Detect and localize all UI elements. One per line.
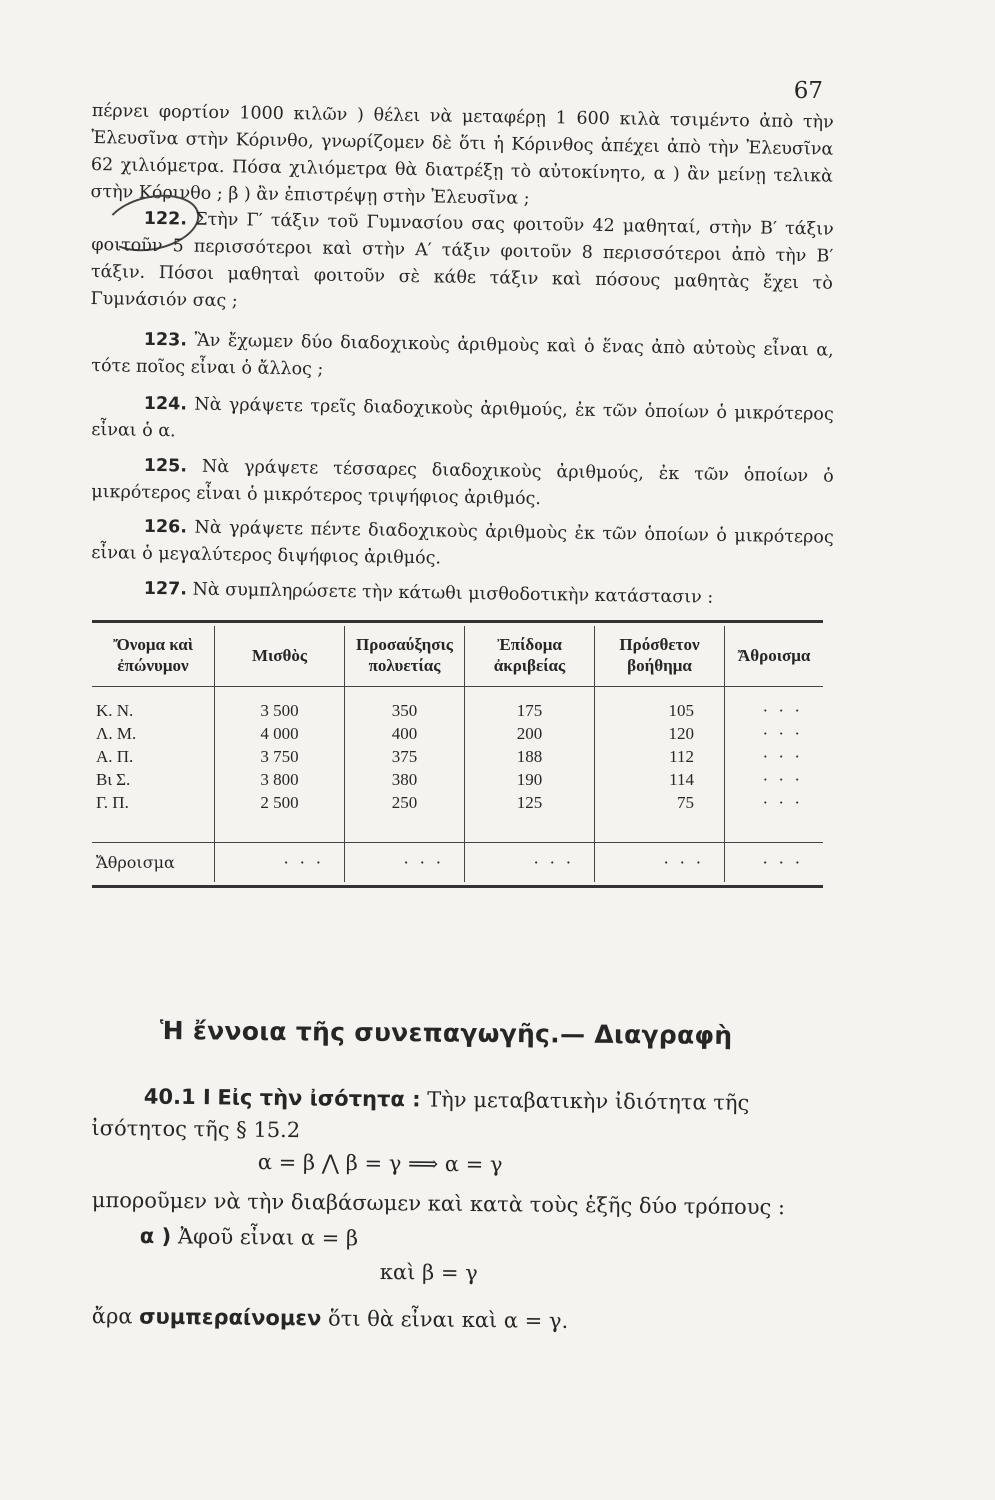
section-number: 40.1 Ι	[143, 1084, 211, 1110]
exercise-125	[91, 452, 834, 518]
total-label: Ἄθροισμα	[92, 843, 215, 883]
list-item: 380	[391, 770, 418, 789]
list-item: · · ·	[762, 701, 803, 720]
list-item: 250	[391, 793, 418, 812]
total-row	[92, 843, 823, 883]
allowance-column	[465, 687, 595, 843]
section-title: Ἡ ἔννοια τῆς συνεπαγωγῆς.— Διαγραφὴ	[159, 1016, 733, 1050]
exercise-124	[91, 390, 834, 456]
item-a-text: Ἀφοῦ εἶναι α = β	[177, 1224, 359, 1251]
exercise-number: 123.	[143, 329, 188, 351]
exercise-number: 127.	[143, 578, 188, 600]
table-top-rule	[92, 620, 823, 623]
list-item: 3 750	[260, 747, 299, 766]
seniority-column	[345, 687, 465, 843]
header-salary: Μισθὸς	[215, 626, 345, 687]
conclusion	[92, 1300, 834, 1340]
item-a	[140, 1224, 358, 1250]
list-item: 350	[391, 701, 418, 720]
table-header-row	[92, 626, 823, 687]
exercise-number: 126.	[143, 516, 188, 538]
list-item: Α. Π.	[96, 747, 134, 766]
conclusion-bold: συμπεραίνομεν	[139, 1304, 322, 1331]
exercise-text: Νὰ γράψετε πέντε διαδοχικοὺς ἀριθμοὺς ἐκ τῶν ὁποίων ὁ μικρότερος εἶναι ὁ μεγαλύτερος διψήφιος ἀριθμός.	[91, 517, 834, 569]
list-item: 120	[668, 724, 694, 743]
list-item: 400	[391, 724, 418, 743]
list-item: · · ·	[762, 747, 803, 766]
salary-column	[215, 687, 345, 843]
exercise-text: Νὰ γράψετε τρεῖς διαδοχικοὺς ἀριθμούς, ἐκ τῶν ὁποίων ὁ μικρότερος εἶναι ὁ α.	[91, 394, 834, 442]
list-item: Βι Σ.	[96, 770, 131, 789]
conclusion-pre: ἄρα	[91, 1303, 133, 1329]
section-40-text: μποροῦμεν νὰ τὴν διαβάσωμεν καὶ κατὰ τοὺς ἑξῆς δύο τρόπους :	[91, 1187, 786, 1220]
total-dots: · · ·	[465, 843, 595, 883]
item-a-label: α )	[139, 1224, 172, 1249]
exercise-number: 125.	[143, 455, 188, 477]
transitive-formula: α = β ⋀ β = γ ⟹ α = γ	[257, 1150, 503, 1177]
list-item: Κ. Ν.	[96, 701, 134, 720]
list-item: Γ. Π.	[96, 793, 129, 812]
exercise-number: 122.	[143, 208, 188, 230]
header-name: Ὄνομα καὶ ἐπώνυμον	[92, 626, 215, 687]
table-bottom-rule	[92, 885, 823, 888]
list-item: 114	[669, 770, 694, 789]
total-dots: · · ·	[725, 843, 824, 883]
conclusion-post: ὅτι θὰ εἶναι καὶ α = γ.	[327, 1306, 569, 1333]
list-item: 188	[516, 747, 543, 766]
problem-continuation: πέρνει φορτίον 1000 κιλῶν ) θέλει νὰ μεταφέρῃ 1 600 κιλὰ τσιμέντο ἀπὸ τὴν Ἐλευσῖνα στὴν Κόρινθο, γνωρίζομεν δὲ ὅτι ἡ Κόρινθος ἀπέχει ἀπὸ τὴν Ἐλευσῖνα 62 χιλιόμετρα. Πόσα χιλιόμετρα θὰ διατρέξῃ τὸ αὐτοκίνητο, α ) ἂν μείνῃ τελικὰ στὴν Κόρινθο ; β ) ἂν ἐπιστρέψῃ στὴν Ἐλευσῖνα ;	[90, 100, 834, 209]
total-dots: · · ·	[215, 843, 345, 883]
exercise-123	[91, 326, 834, 392]
total-dots: · · ·	[595, 843, 725, 883]
list-item: 3 500	[260, 701, 299, 720]
total-dots: · · ·	[345, 843, 465, 883]
list-item: 190	[516, 770, 543, 789]
header-sum: Ἄθροισμα	[725, 626, 824, 687]
list-item: 112	[669, 747, 694, 766]
section-label: Εἰς τὴν ἰσότητα :	[217, 1085, 421, 1112]
exercise-text: Ἂν ἔχωμεν δύο διαδοχικοὺς ἀριθμοὺς καὶ ὁ ἕνας ἀπὸ αὐτοὺς εἶναι α, τότε ποῖος εἶναι ὁ ἄλλος ;	[91, 330, 834, 380]
item-a-line2: καὶ β = γ	[379, 1260, 478, 1286]
list-item: 175	[516, 701, 543, 720]
header-extra: Πρόσθετον βοήθημα	[595, 626, 725, 687]
page-number: 67	[793, 78, 823, 104]
list-item: 4 000	[260, 724, 299, 743]
section-40-intro	[91, 1080, 834, 1152]
list-item: · · ·	[762, 770, 803, 789]
list-item: 105	[668, 701, 694, 720]
list-item: 3 800	[260, 770, 299, 789]
exercise-122	[90, 205, 834, 325]
exercise-126	[91, 513, 834, 579]
exercise-text: Στὴν Γ′ τάξιν τοῦ Γυμνασίου σας φοιτοῦν 42 μαθηταί, στὴν Β′ τάξιν φοιτοῦν 5 περισσότεροι καὶ στὴν Α′ τάξιν φοιτοῦν 8 περισσότεροι ἀπὸ τὴν Β′ τάξιν. Πόσοι μαθηταὶ φοιτοῦν σὲ κάθε τάξιν καὶ πόσους μαθητὰς ἔχει τὸ Γυμνάσιόν σας ;	[90, 209, 834, 312]
list-item: · · ·	[762, 724, 803, 743]
list-item: 75	[677, 793, 694, 812]
header-seniority: Προσαύξησις πολυετίας	[345, 626, 465, 687]
exercise-text: Νὰ γράψετε τέσσαρες διαδοχικοὺς ἀριθμούς, ἐκ τῶν ὁποίων ὁ μικρότερος εἶναι ὁ μικρότερος τριψήφιος ἀριθμός.	[91, 456, 834, 510]
header-allowance: Ἐπίδομα ἀκριβείας	[465, 626, 595, 687]
extra-column	[595, 687, 725, 843]
list-item: · · ·	[762, 793, 803, 812]
table-body-row	[92, 687, 823, 843]
list-item: 375	[391, 747, 418, 766]
list-item: Λ. Μ.	[96, 724, 137, 743]
payroll-table	[92, 620, 823, 888]
list-item: 125	[516, 793, 543, 812]
list-item: 200	[516, 724, 543, 743]
names-column	[92, 687, 215, 843]
exercise-number: 124.	[143, 393, 188, 415]
list-item: 2 500	[260, 793, 299, 812]
section-text: Τὴν μεταβατικὴν ἰδιότητα τῆς ἰσότητος τῆς § 15.2	[91, 1087, 750, 1143]
exercise-127	[92, 575, 834, 614]
sum-column	[725, 687, 824, 843]
exercise-text: Νὰ συμπληρώσετε τὴν κάτωθι μισθοδοτικὴν κατάστασιν :	[192, 579, 714, 608]
